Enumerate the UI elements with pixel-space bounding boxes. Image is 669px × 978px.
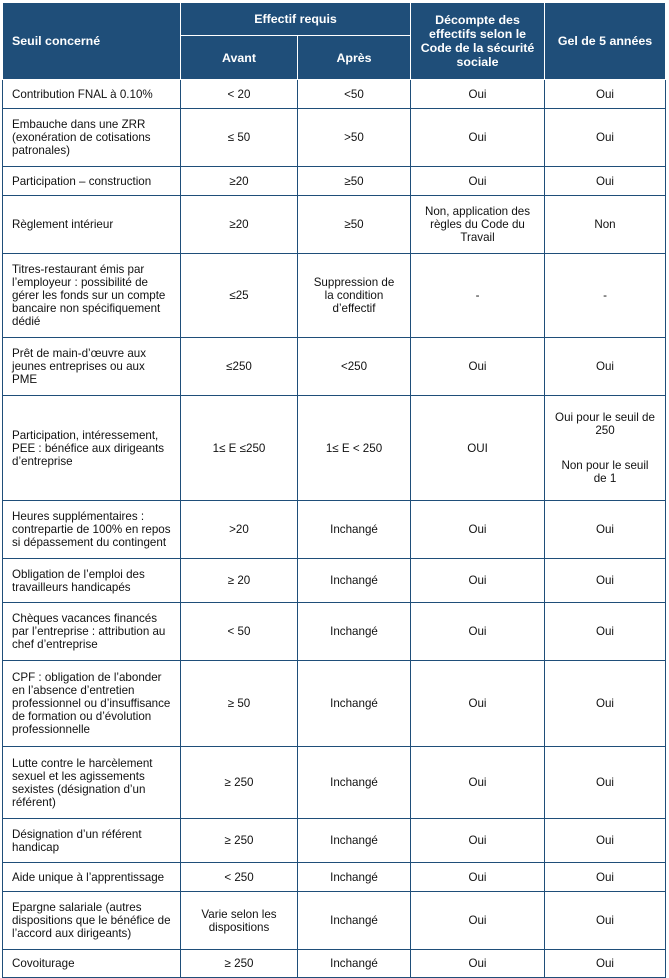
table-row [3, 863, 666, 892]
cell-gel: Oui [545, 950, 666, 978]
cell-decompte: Oui [411, 501, 545, 559]
table-header [3, 3, 666, 80]
table-row [3, 892, 666, 950]
cell-gel: Oui [545, 501, 666, 559]
cell-avant: ≥ 250 [181, 819, 298, 863]
cell-gel: Oui [545, 819, 666, 863]
cell-decompte: Oui [411, 747, 545, 819]
cell-decompte: Oui [411, 661, 545, 747]
cell-seuil: Désignation d’un référent handicap [3, 819, 181, 863]
cell-seuil: CPF : obligation de l’abonder en l’absence d’entretien professionnel ou d’insuffisance de formation ou d’évolution professionnelle [3, 661, 181, 747]
cell-avant: ≥20 [181, 167, 298, 196]
gel-note-250: Oui pour le seuil de 250 [555, 411, 655, 437]
table-row [3, 747, 666, 819]
cell-decompte: Oui [411, 338, 545, 396]
cell-avant: ≥ 250 [181, 950, 298, 978]
cell-apres: Inchangé [298, 559, 411, 603]
header-apres: Après [298, 36, 411, 80]
cell-apres: Inchangé [298, 603, 411, 661]
cell-seuil: Covoiturage [3, 950, 181, 978]
cell-seuil: Chèques vacances financés par l’entreprise : attribution au chef d’entreprise [3, 603, 181, 661]
cell-apres: <50 [298, 80, 411, 109]
cell-gel: Oui [545, 167, 666, 196]
cell-decompte: Oui [411, 80, 545, 109]
cell-decompte: Oui [411, 559, 545, 603]
cell-seuil: Obligation de l’emploi des travailleurs handicapés [3, 559, 181, 603]
cell-avant: >20 [181, 501, 298, 559]
cell-seuil: Lutte contre le harcèlement sexuel et les agissements sexistes (désignation d’un référent) [3, 747, 181, 819]
cell-apres: Inchangé [298, 950, 411, 978]
cell-gel: Oui [545, 747, 666, 819]
thresholds-table [2, 2, 666, 978]
cell-gel: Non [545, 196, 666, 254]
cell-seuil: Aide unique à l’apprentissage [3, 863, 181, 892]
cell-decompte: Oui [411, 950, 545, 978]
cell-avant: ≤25 [181, 254, 298, 338]
cell-apres: Inchangé [298, 892, 411, 950]
cell-decompte: OUI [411, 396, 545, 501]
table-row [3, 338, 666, 396]
table-row [3, 396, 666, 501]
table-row [3, 661, 666, 747]
cell-gel: Oui [545, 661, 666, 747]
cell-seuil: Embauche dans une ZRR (exonération de cotisations patronales) [3, 109, 181, 167]
cell-seuil: Participation – construction [3, 167, 181, 196]
cell-apres: Inchangé [298, 661, 411, 747]
cell-gel: Oui [545, 80, 666, 109]
header-effectif: Effectif requis [181, 3, 411, 36]
cell-decompte: Oui [411, 603, 545, 661]
cell-avant: Varie selon les dispositions [181, 892, 298, 950]
table-body [3, 80, 666, 978]
cell-avant: ≥ 20 [181, 559, 298, 603]
cell-apres: ≥50 [298, 196, 411, 254]
cell-seuil: Prêt de main-d’œuvre aux jeunes entreprises ou aux PME [3, 338, 181, 396]
cell-apres: Inchangé [298, 501, 411, 559]
table-row [3, 559, 666, 603]
cell-avant: ≥ 250 [181, 747, 298, 819]
cell-seuil: Epargne salariale (autres dispositions que le bénéfice de l’accord aux dirigeants) [3, 892, 181, 950]
cell-gel: Oui [545, 338, 666, 396]
cell-apres: Suppression de la condition d’effectif [298, 254, 411, 338]
cell-apres: Inchangé [298, 819, 411, 863]
table-row [3, 109, 666, 167]
cell-avant: ≤ 50 [181, 109, 298, 167]
cell-decompte: Oui [411, 167, 545, 196]
cell-decompte: Oui [411, 109, 545, 167]
cell-avant: < 50 [181, 603, 298, 661]
cell-avant: < 20 [181, 80, 298, 109]
cell-seuil: Titres-restaurant émis par l’employeur : possibilité de gérer les fonds sur un compte bancaire non spécifiquement dédié [3, 254, 181, 338]
cell-seuil: Contribution FNAL à 0.10% [3, 80, 181, 109]
cell-seuil: Règlement intérieur [3, 196, 181, 254]
table-row [3, 80, 666, 109]
cell-apres: Inchangé [298, 863, 411, 892]
table-row [3, 196, 666, 254]
cell-gel: - [545, 254, 666, 338]
cell-decompte: Oui [411, 863, 545, 892]
header-decompte: Décompte des effectifs selon le Code de la sécurité sociale [411, 3, 545, 80]
cell-gel: Oui [545, 892, 666, 950]
cell-avant: 1≤ E ≤250 [181, 396, 298, 501]
table-row [3, 950, 666, 978]
cell-seuil: Heures supplémentaires : contrepartie de 100% en repos si dépassement du contingent [3, 501, 181, 559]
cell-avant: ≥20 [181, 196, 298, 254]
cell-avant: ≤250 [181, 338, 298, 396]
cell-seuil: Participation, intéressement, PEE : bénéfice aux dirigeants d’entreprise [3, 396, 181, 501]
cell-apres: <250 [298, 338, 411, 396]
cell-gel [545, 396, 666, 501]
cell-avant: < 250 [181, 863, 298, 892]
gel-note-1: Non pour le seuil de 1 [561, 459, 649, 485]
cell-apres: ≥50 [298, 167, 411, 196]
cell-gel: Oui [545, 603, 666, 661]
table-row [3, 501, 666, 559]
header-avant: Avant [181, 36, 298, 80]
cell-apres: 1≤ E < 250 [298, 396, 411, 501]
cell-decompte: - [411, 254, 545, 338]
cell-apres: >50 [298, 109, 411, 167]
cell-decompte: Non, application des règles du Code du Travail [411, 196, 545, 254]
cell-apres: Inchangé [298, 747, 411, 819]
table-row [3, 167, 666, 196]
cell-decompte: Oui [411, 892, 545, 950]
table-row [3, 254, 666, 338]
header-gel: Gel de 5 années [545, 3, 666, 80]
table-row [3, 819, 666, 863]
cell-gel: Oui [545, 109, 666, 167]
cell-avant: ≥ 50 [181, 661, 298, 747]
cell-gel: Oui [545, 559, 666, 603]
cell-decompte: Oui [411, 819, 545, 863]
table-row [3, 603, 666, 661]
header-seuil: Seuil concerné [3, 3, 181, 80]
cell-gel: Oui [545, 863, 666, 892]
